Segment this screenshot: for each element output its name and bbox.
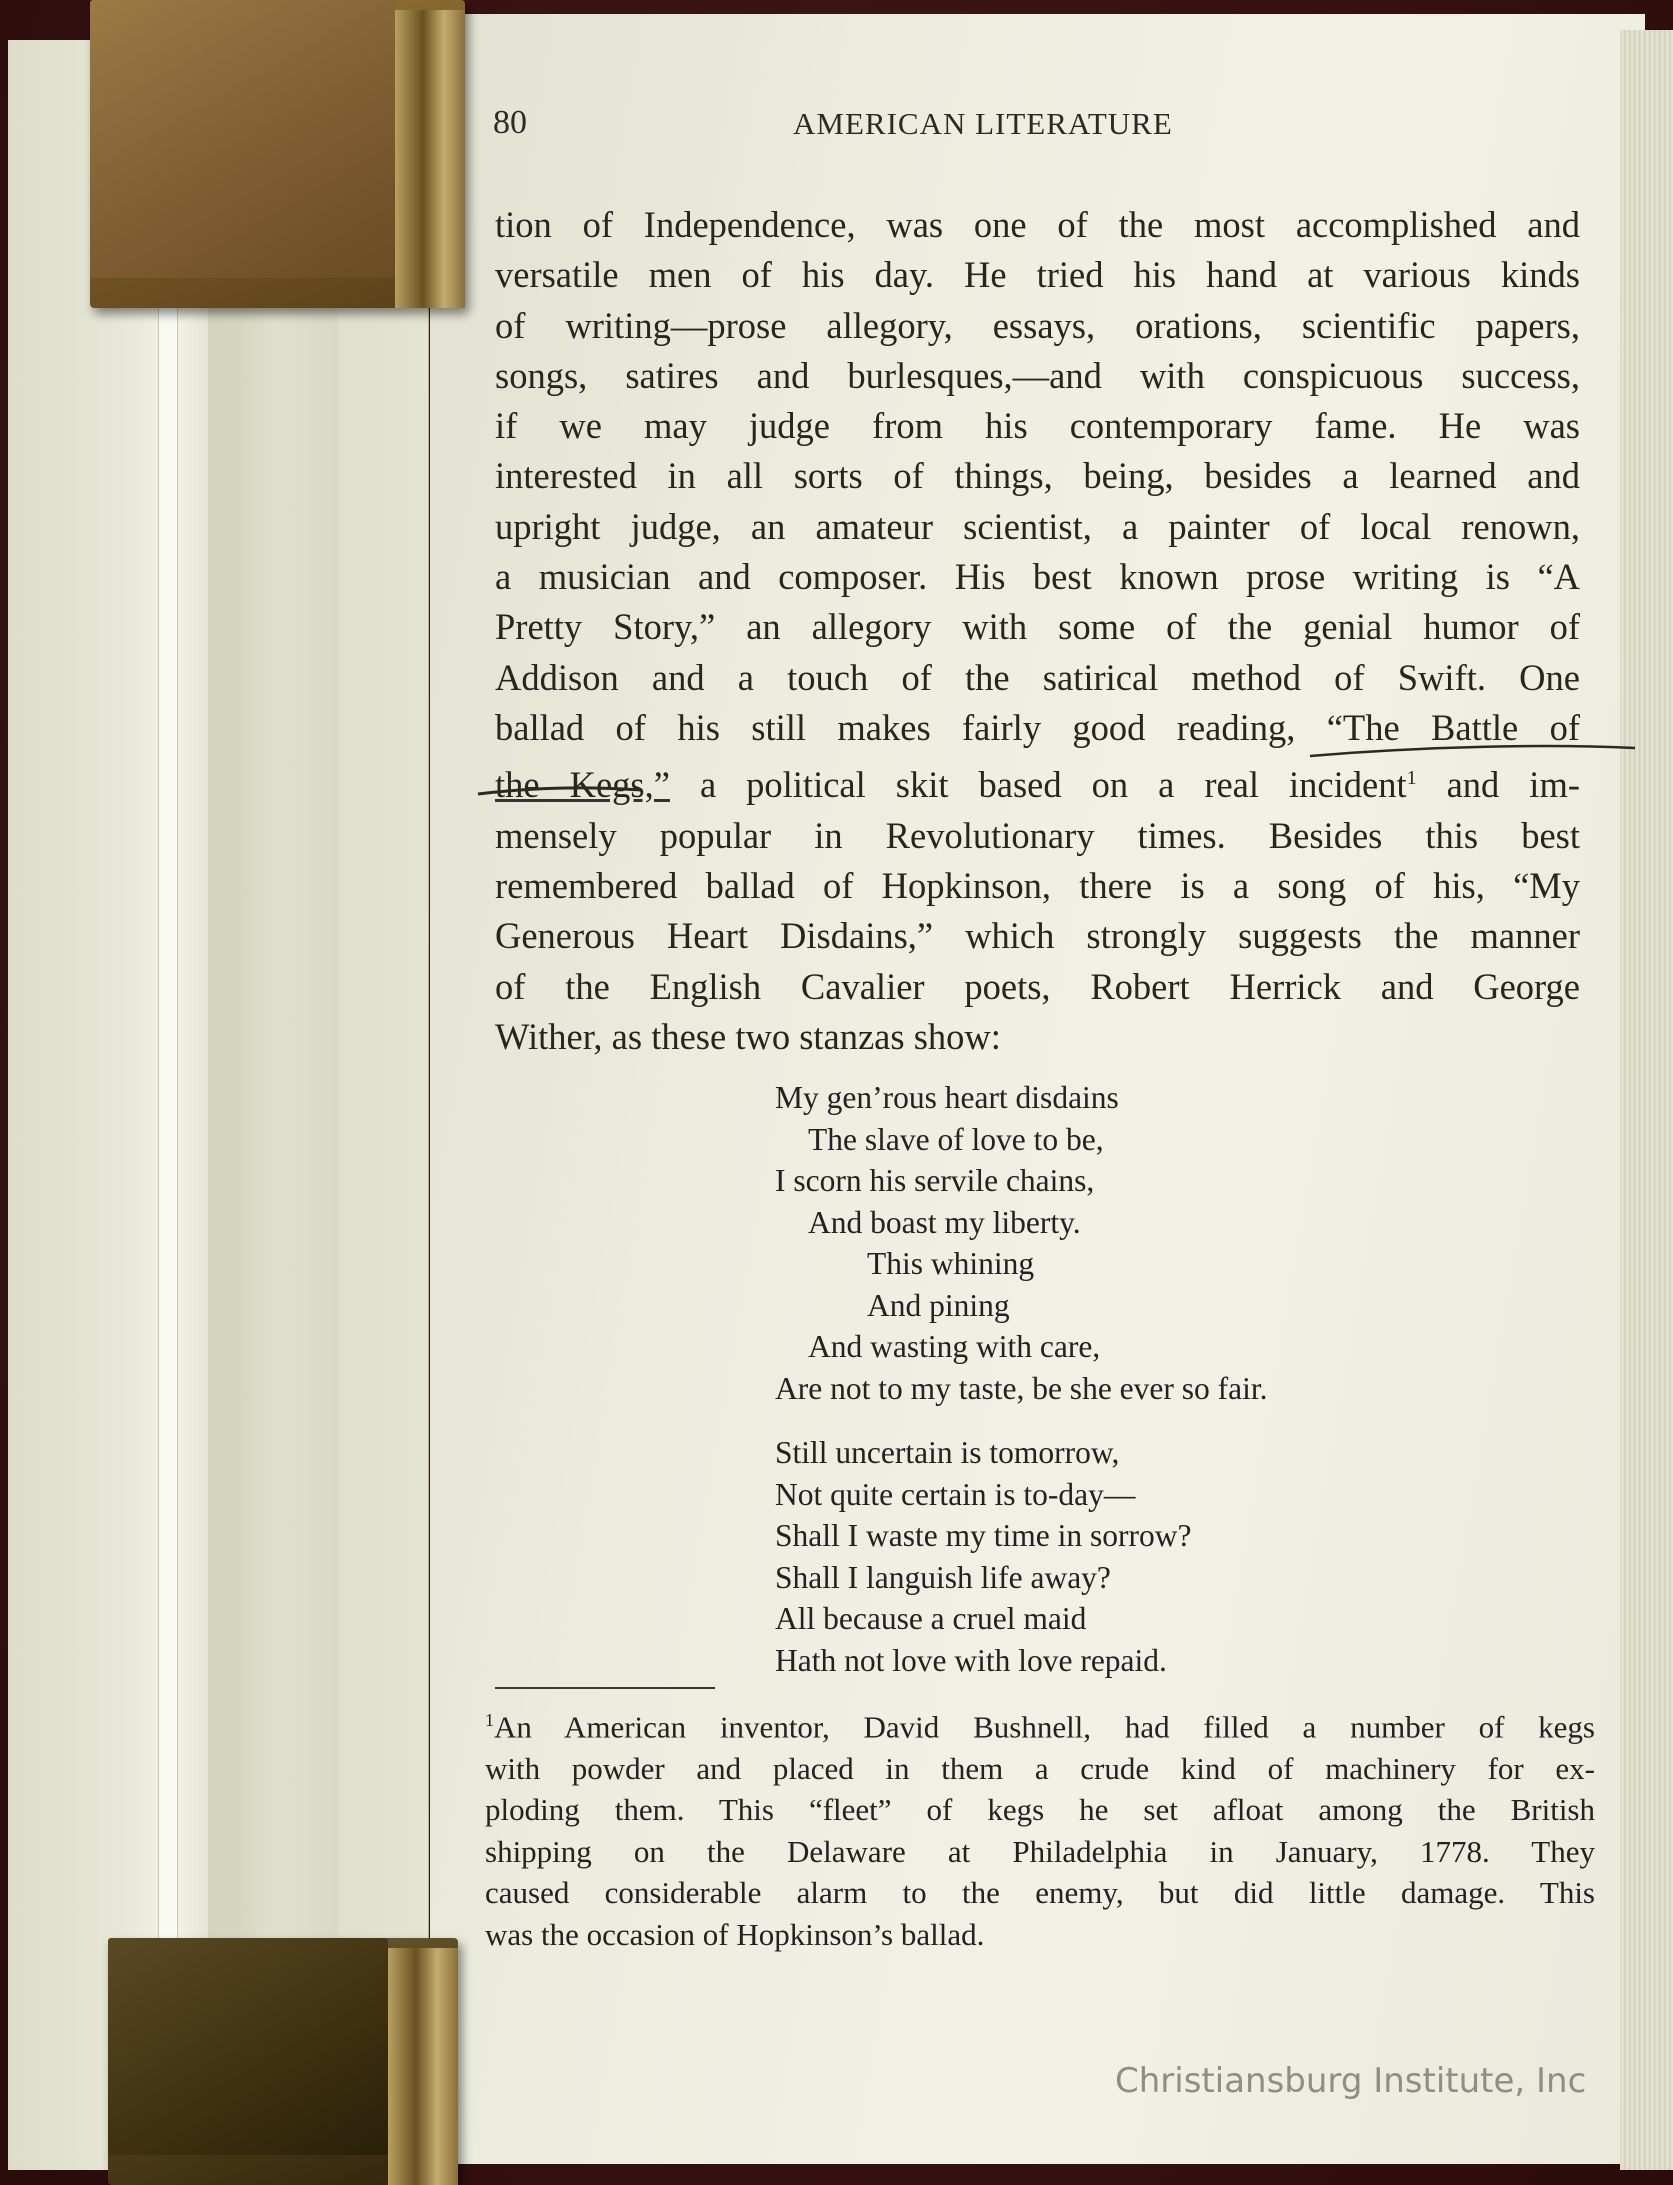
body-line-text: and im- bbox=[1416, 764, 1580, 806]
watermark: Christiansburg Institute, Inc bbox=[1115, 2061, 1587, 2101]
body-line: of writing—prose allegory, essays, orations, scientific papers, bbox=[495, 304, 1580, 346]
body-line: tion of Independence, was one of the most accomplished and bbox=[495, 204, 1580, 245]
running-head: AMERICAN LITERATURE bbox=[793, 106, 1173, 141]
poem-line: Still uncertain is tomorrow, bbox=[775, 1435, 1120, 1470]
footnote-line: shipping on the Delaware at Philadelphia in January, 1778. They bbox=[485, 1833, 1595, 1869]
weight-face bbox=[108, 1938, 388, 2155]
body-line: versatile men of his day. He tried his hand at various kinds bbox=[495, 254, 1580, 296]
poem-line: Shall I languish life away? bbox=[775, 1559, 1111, 1595]
body-line: interested in all sorts of things, being, besides a learned and bbox=[495, 455, 1580, 497]
page-edge-highlight bbox=[158, 280, 178, 1990]
poem-line: This whining bbox=[867, 1246, 1035, 1281]
page-header bbox=[493, 104, 1253, 150]
poem-line: And wasting with care, bbox=[808, 1329, 1101, 1364]
brass-page-weight-top bbox=[90, 0, 465, 308]
poem-line: Are not to my taste, be she ever so fair. bbox=[775, 1370, 1268, 1406]
weight-side bbox=[388, 1948, 458, 2185]
footnote-line: was the occasion of Hopkinson’s ballad. bbox=[485, 1916, 985, 1952]
body-line: mensely popular in Revolutionary times. Besides this best bbox=[495, 814, 1580, 856]
body-line-text: a political skit based on a real incident bbox=[669, 764, 1407, 806]
poem-line: My gen’rous heart disdains bbox=[775, 1080, 1119, 1115]
body-line: songs, satires and burlesques,—and with conspicuous success, bbox=[495, 354, 1580, 396]
footnote-line: ploding them. This “fleet” of kegs he set afloat among the British bbox=[485, 1792, 1595, 1828]
body-line: if we may judge from his contemporary fame. He was bbox=[495, 405, 1580, 447]
footnote bbox=[485, 1700, 1595, 1955]
poem-line: The slave of love to be, bbox=[808, 1121, 1104, 1157]
footnote-line-text: An American inventor, David Bushnell, had filled a number of kegs bbox=[494, 1709, 1595, 1745]
body-line: Wither, as these two stanzas show: bbox=[495, 1015, 1001, 1057]
poem-line: All because a cruel maid bbox=[775, 1601, 1087, 1636]
page-stack-edge bbox=[8, 40, 429, 2170]
poem-stanza-2 bbox=[775, 1432, 1475, 1681]
footnote-line: caused considerable alarm to the enemy, but did little damage. This bbox=[485, 1875, 1595, 1911]
body-line: upright judge, an amateur scientist, a painter of local renown, bbox=[495, 505, 1580, 547]
body-line: Generous Heart Disdains,” which strongly suggests the manner bbox=[495, 915, 1580, 957]
poem-line: Hath not love with love repaid. bbox=[775, 1642, 1167, 1678]
poem-line: And boast my liberty. bbox=[808, 1204, 1081, 1240]
body-line: a musician and composer. His best known prose writing is “A bbox=[495, 556, 1580, 598]
body-line: remembered ballad of Hopkinson, there is a song of his, “My bbox=[495, 865, 1580, 907]
right-page-edges bbox=[1620, 30, 1673, 2170]
page-stack-shade bbox=[208, 240, 338, 2140]
brass-page-weight-bottom bbox=[108, 1938, 458, 2185]
poem-line: Shall I waste my time in sorrow? bbox=[775, 1518, 1192, 1553]
body-line: of the English Cavalier poets, Robert Herrick and George bbox=[495, 965, 1580, 1007]
underlined-title: the Kegs,” bbox=[495, 764, 670, 806]
footnote-marker: 1 bbox=[485, 1710, 494, 1730]
body-paragraph bbox=[495, 200, 1580, 1062]
footnote-line bbox=[485, 1700, 1595, 1748]
poem-line: And pining bbox=[867, 1287, 1010, 1323]
poem-line: Not quite certain is to-day— bbox=[775, 1476, 1136, 1512]
footnote-rule bbox=[495, 1687, 715, 1689]
poem-stanza-1 bbox=[775, 1077, 1475, 1409]
pen-underline-mark bbox=[470, 742, 1640, 802]
body-line: ballad of his still makes fairly good reading, “The Battle of bbox=[495, 706, 1580, 748]
body-line: Pretty Story,” an allegory with some of the genial humor of bbox=[495, 606, 1580, 648]
body-line: Addison and a touch of the satirical method of Swift. One bbox=[495, 656, 1580, 698]
footnote-ref[interactable]: 1 bbox=[1406, 767, 1417, 790]
poem-line: I scorn his servile chains, bbox=[775, 1163, 1095, 1198]
weight-side bbox=[395, 10, 465, 308]
weight-face bbox=[90, 0, 395, 278]
page-number: 80 bbox=[493, 104, 527, 141]
footnote-line: with powder and placed in them a crude kind of machinery for ex- bbox=[485, 1750, 1595, 1786]
